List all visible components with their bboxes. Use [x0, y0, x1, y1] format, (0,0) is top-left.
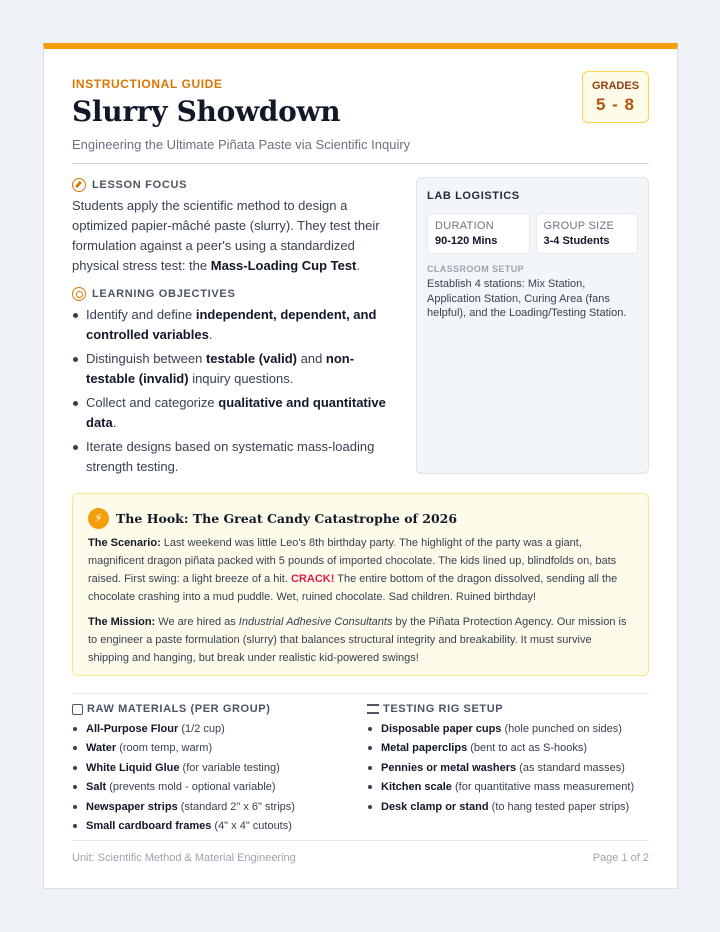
list-item: Disposable paper cups (hole punched on sides)	[367, 720, 657, 739]
list-item: Kitchen scale (for quantitative mass measurement)	[367, 778, 657, 797]
grades-label: GRADES	[591, 80, 640, 92]
duration-value: 90-120 Mins	[435, 235, 498, 247]
raw-materials-section	[72, 701, 362, 836]
hook-title: The Hook: The Great Candy Catastrophe of 2026	[116, 511, 458, 526]
focus-text-a: Students apply the scientific method to design a optimized papier-mâché paste (slurry). They test their formulation against a peer's using a standardized physical stress test: the	[72, 198, 380, 273]
list-item: Iterate designs based on systematic mass-loading strength testing.	[72, 437, 397, 477]
lesson-focus-text	[72, 196, 397, 276]
duration-card	[427, 213, 530, 254]
lab-logistics-panel	[416, 177, 649, 474]
list-item: Desk clamp or stand (to hang tested paper strips)	[367, 798, 657, 817]
raw-materials-title: RAW MATERIALS (PER GROUP)	[87, 703, 271, 715]
list-item: Newspaper strips (standard 2" x 6" strips)	[72, 798, 362, 817]
objectives-title: LEARNING OBJECTIVES	[92, 288, 236, 300]
footer-unit: Unit: Scientific Method & Material Engineering	[72, 852, 296, 864]
testing-rig-section	[367, 701, 657, 817]
list-item: Collect and categorize qualitative and quantitative data.	[72, 393, 397, 433]
objectives-list	[72, 305, 397, 477]
guide-page	[43, 43, 678, 889]
grades-value: 5 - 8	[595, 95, 636, 114]
raw-materials-list	[72, 720, 362, 836]
list-item: White Liquid Glue (for variable testing)	[72, 759, 362, 778]
list-item: Metal paperclips (bent to act as S-hooks)	[367, 739, 657, 758]
lesson-focus-section	[72, 177, 397, 481]
crack-highlight: CRACK!	[290, 573, 335, 585]
setup-label: CLASSROOM SETUP	[427, 264, 525, 274]
hook-callout	[72, 493, 649, 676]
footer-page-number: Page 1 of 2	[592, 852, 649, 864]
list-item: All-Purpose Flour (1/2 cup)	[72, 720, 362, 739]
lesson-focus-title: LESSON FOCUS	[92, 179, 188, 191]
list-item: Identify and define independent, dependent, and controlled variables.	[72, 305, 397, 345]
lab-logistics-title: LAB LOGISTICS	[427, 190, 520, 202]
list-item: Salt (prevents mold - optional variable)	[72, 778, 362, 797]
focus-text-bold: Mass-Loading Cup Test	[210, 258, 357, 273]
objectives-heading	[72, 286, 397, 302]
group-size-value: 3-4 Students	[543, 235, 610, 247]
setup-value: Establish 4 stations: Mix Station, Application Station, Curing Area (fans helpful), and the Loading/Testing Station.	[427, 278, 627, 319]
page-title: Slurry Showdown	[72, 95, 341, 128]
testing-rig-list	[367, 720, 657, 817]
compass-icon	[72, 178, 86, 192]
list-item: Pennies or metal washers (as standard masses)	[367, 759, 657, 778]
testing-rig-title: TESTING RIG SETUP	[383, 703, 504, 715]
group-size-label: GROUP SIZE	[543, 220, 615, 232]
basket-icon	[72, 704, 83, 715]
doc-eyebrow: INSTRUCTIONAL GUIDE	[72, 77, 223, 91]
list-item: Water (room temp, warm)	[72, 739, 362, 758]
duration-label: DURATION	[435, 220, 495, 232]
testing-rig-heading	[367, 701, 657, 717]
group-size-card	[536, 213, 639, 254]
hook-mission: The Mission: We are hired as Industrial Adhesive Consultants by the Piñata Protection Agency. Our mission is to engineer a paste formulation (slurry) that balances structural integrity and breakability. It must survive shipping and hanging, but break under realistic kid-powered swings!	[88, 616, 627, 664]
anvil-icon	[367, 704, 379, 714]
footer-divider	[72, 840, 649, 841]
lightning-icon: ⚡	[88, 508, 109, 529]
section-divider	[72, 693, 649, 694]
list-item: Distinguish between testable (valid) and non-testable (invalid) inquiry questions.	[72, 349, 397, 389]
focus-text-b: .	[356, 258, 361, 273]
page-subtitle: Engineering the Ultimate Piñata Paste via Scientific Inquiry	[72, 137, 411, 152]
header-divider	[72, 163, 649, 164]
raw-materials-heading	[72, 701, 362, 717]
grades-badge	[582, 71, 649, 123]
target-icon	[72, 287, 86, 301]
hook-scenario: The Scenario: Last weekend was little Leo's 8th birthday party. The highlight of the party was a giant, magnificent dragon piñata packed with 5 pounds of imported chocolate. The kids lined up, blindfolds on, bats raised. First swing: a light breeze of a hit. CRACK! The entire bottom of the dragon dissolved, sending all the chocolate crashing into a mud puddle. Wet, ruined chocolate. Sad children. Ruined birthday!	[88, 537, 618, 603]
lesson-focus-heading	[72, 177, 397, 193]
list-item: Small cardboard frames (4" x 4" cutouts)	[72, 817, 362, 836]
